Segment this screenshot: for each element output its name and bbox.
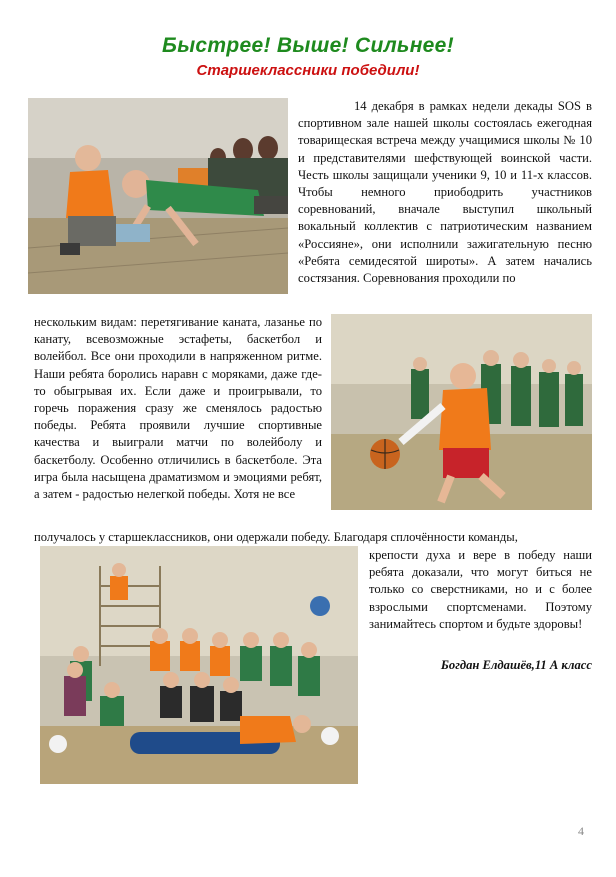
pushup-photo-icon bbox=[28, 98, 288, 294]
article-paragraph-1: 14 декабря в рамках недели декады SOS в спортивном зале нашей школы состоялась ежегодная товарищеская встреча между учащимися школы № 10 и представителями шефствующей воинской части. Честь школы защищали ученики 9, 10 и 11-х классов. Чтобы немного приободрить участников соревнований, вначале выступил школьный вокальный коллектив с патриотическим названием «Россияне», они исполнили зажигательную песню «Ребята семидесятой широты». А затем начались состязания. Соревнования проходили по bbox=[298, 99, 592, 286]
basketball-photo bbox=[331, 314, 592, 510]
team-photo-icon bbox=[40, 546, 358, 784]
article-subtitle: Старшеклассники победили! bbox=[196, 62, 420, 79]
article-paragraph-2: нескольким видам: перетягивание каната, лазанье по канату, всевозможные эстафеты, баскетбол и волейбол. Все они проходили в напряженном ритме. Наши ребята боролись наравн с моряками, даже где-то обыгрывая их. Если даже и проигрывали, то горечь поражения сразу же сменялось радостью победы. Ребята проявили лучшие спортивные качества и выиграли матчи по волейболу и баскетболу. Особенно отличились в баскетболе. Эта игра была насыщена драматизмом и эмоциями ребят, а затем - радостью нелегкой победы. Хотя не все bbox=[34, 315, 322, 502]
page-number: 4 bbox=[578, 824, 584, 838]
article-title: Быстрее! Выше! Сильнее! bbox=[162, 34, 454, 57]
pushup-photo bbox=[28, 98, 288, 294]
article-paragraph-3: получалось у старшеклассников, они одержали победу. Благодаря сплочённости команды, bbox=[34, 530, 518, 544]
team-photo bbox=[40, 546, 358, 784]
article-signature: Богдан Елдашёв,11 А класс bbox=[440, 658, 592, 672]
basketball-photo-icon bbox=[331, 314, 592, 510]
article-paragraph-4: крепости духа и вере в победу наши ребята доказали, что могут биться не только со сверстниками, но и с более взрослыми спортсменами. Поэтому занимайтесь спортом и будьте здоровы! bbox=[369, 548, 592, 631]
